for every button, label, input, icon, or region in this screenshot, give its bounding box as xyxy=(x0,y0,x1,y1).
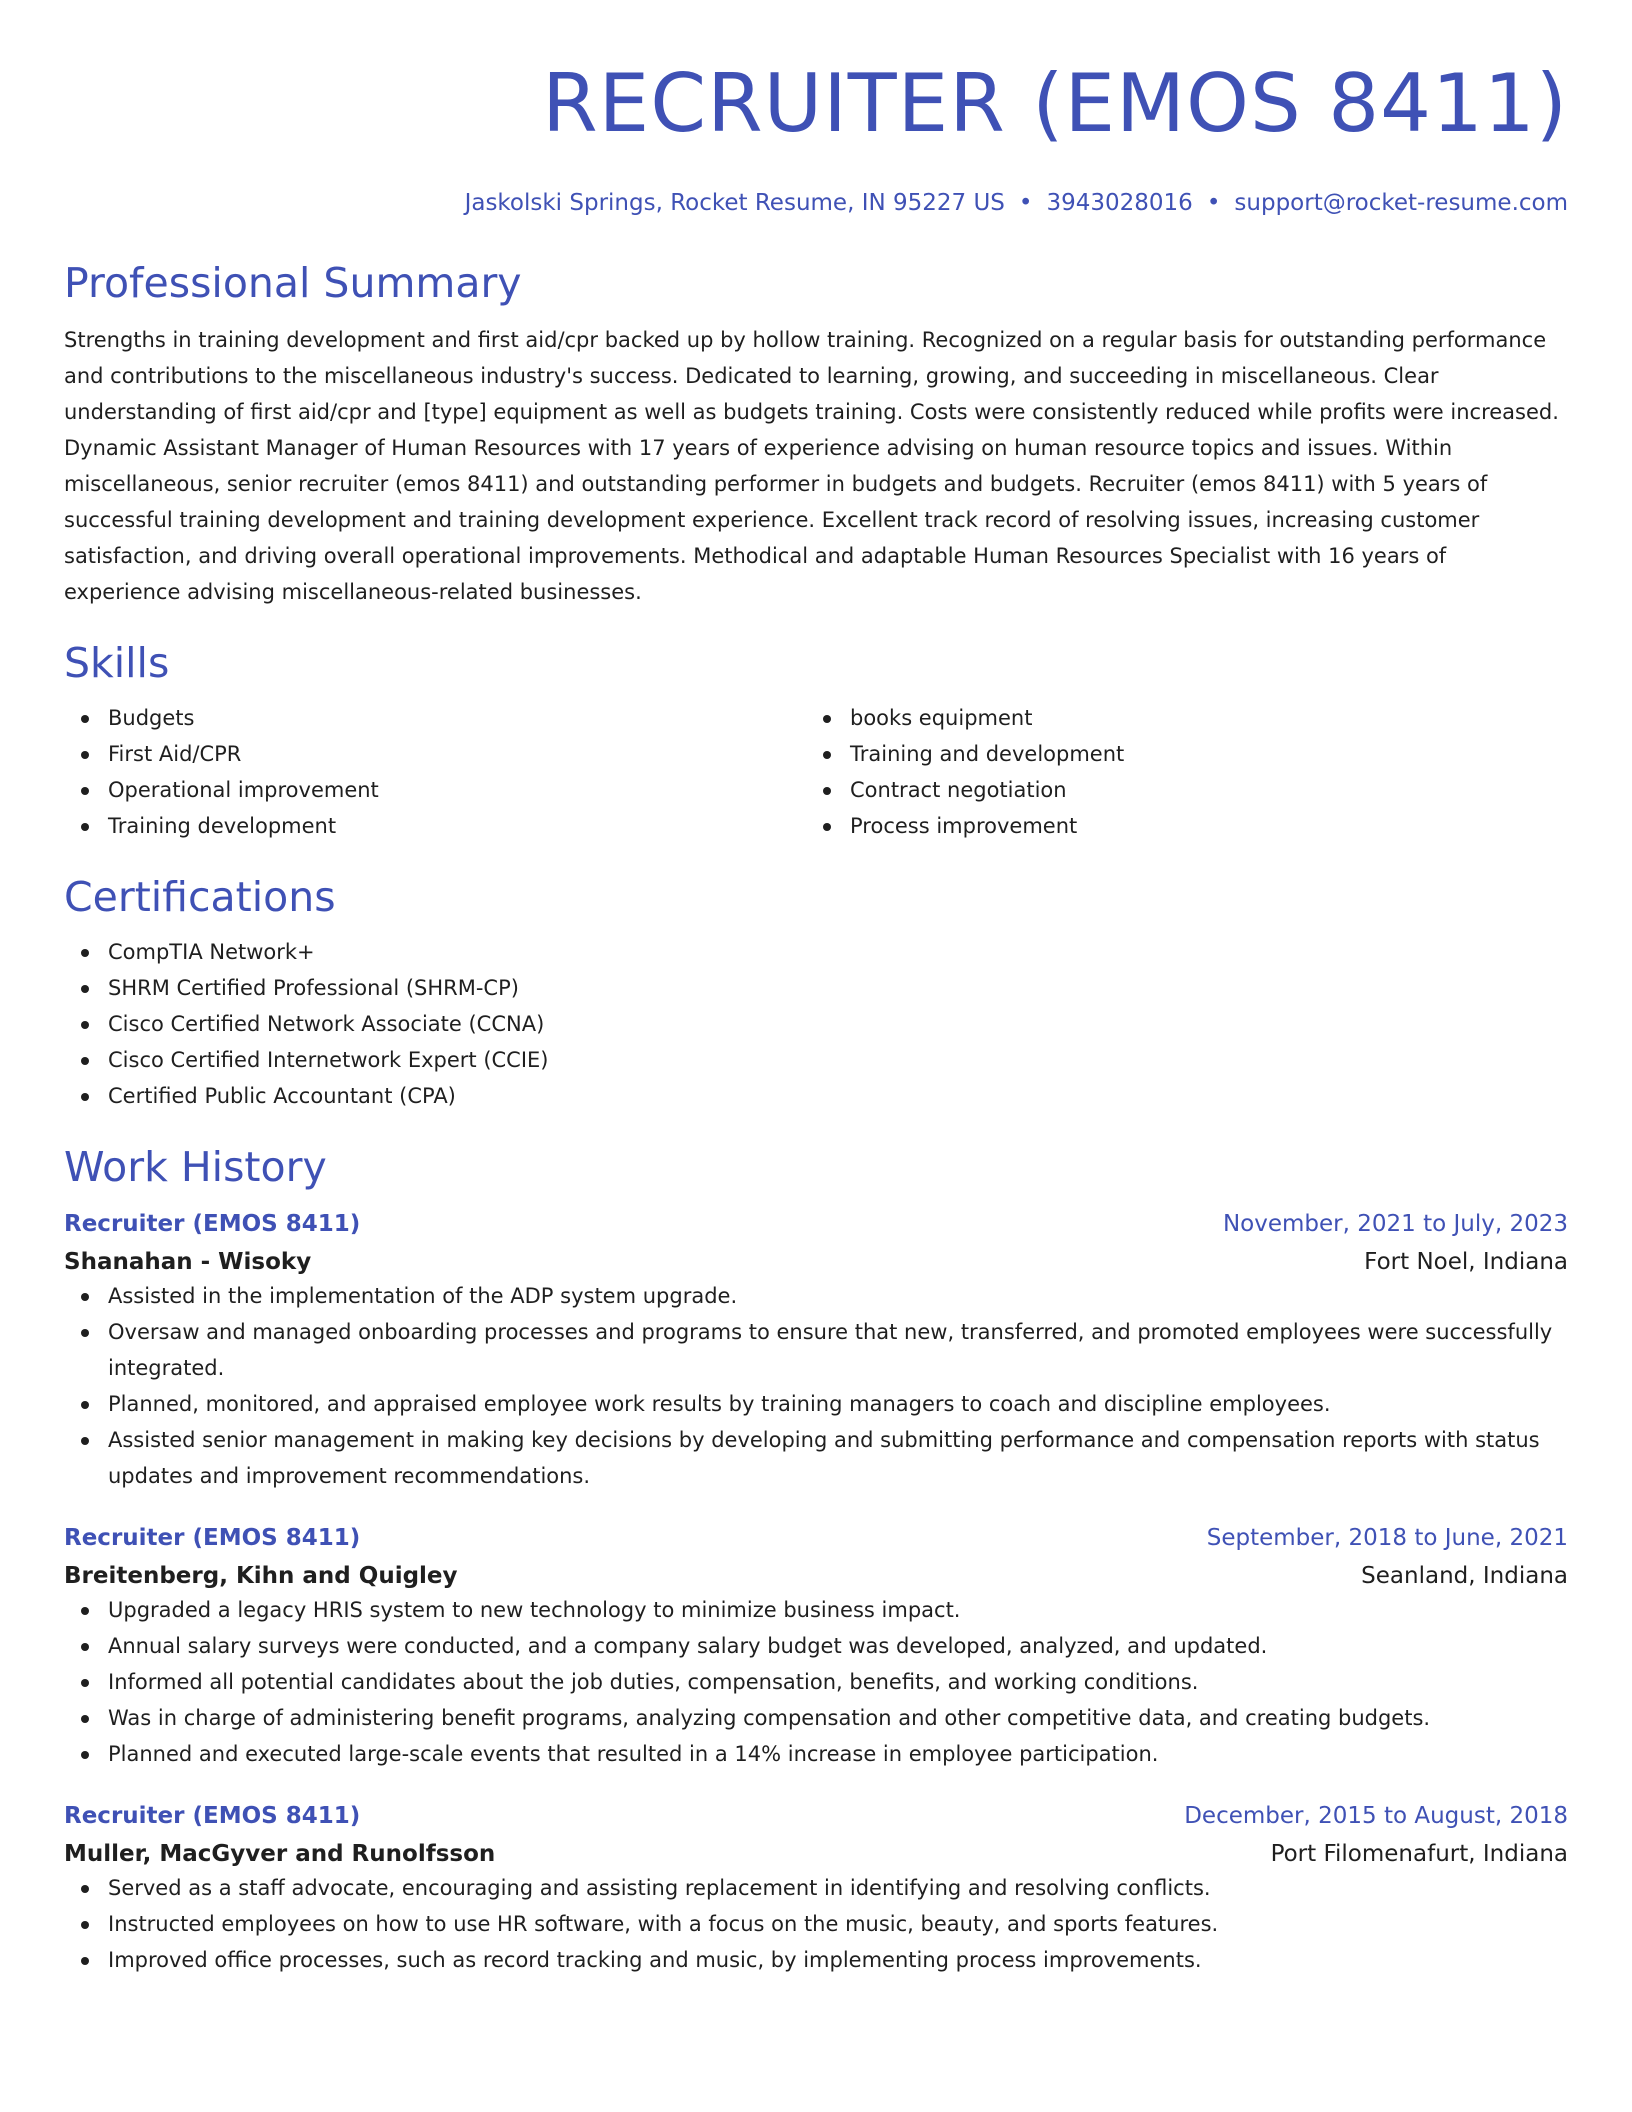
job-duty-item: Informed all potential candidates about the job duties, compensation, benefits, and working conditions. xyxy=(108,1664,1568,1700)
job-header-row xyxy=(64,1522,1568,1554)
summary-section xyxy=(64,258,1568,610)
job-duty-item: Improved office processes, such as record tracking and music, by implementing process improvements. xyxy=(108,1942,1568,1978)
job-entry xyxy=(64,1208,1568,1494)
skill-item: Contract negotiation xyxy=(850,772,1548,808)
job-duty-item: Was in charge of administering benefit programs, analyzing compensation and other competitive data, and creating budgets. xyxy=(108,1700,1568,1736)
summary-text: Strengths in training development and first aid/cpr backed up by hollow training. Recognized on a regular basis for outstanding performance and contributions to the miscellaneous industry's success. Dedicated to learning, growing, and succeeding in miscellaneous. Clear understanding of first aid/cpr and [type] equipment as well as budgets training. Costs were consistently reduced while profits were increased. Dynamic Assistant Manager of Human Resources with 17 years of experience advising on human resource topics and issues. Within miscellaneous, senior recruiter (emos 8411) and outstanding performer in budgets and budgets. Recruiter (emos 8411) with 5 years of successful training development and training development experience. Excellent track record of resolving issues, increasing customer satisfaction, and driving overall operational improvements. Methodical and adaptable Human Resources Specialist with 16 years of experience advising miscellaneous-related businesses. xyxy=(64,328,1559,604)
certification-item: Cisco Certified Internetwork Expert (CCIE) xyxy=(108,1042,1568,1078)
section-title-skills: Skills xyxy=(64,639,170,687)
skill-item: First Aid/CPR xyxy=(108,736,806,772)
contact-email[interactable]: support@rocket-resume.com xyxy=(1234,190,1568,216)
job-title: Recruiter (EMOS 8411) xyxy=(64,1211,361,1237)
section-title-work-history: Work History xyxy=(64,1143,327,1191)
skills-column-left xyxy=(64,700,806,844)
certifications-section xyxy=(64,872,1568,1114)
contact-separator: • xyxy=(1018,190,1033,216)
section-title-certifications: Certifications xyxy=(64,873,336,921)
job-dates: September, 2018 to June, 2021 xyxy=(1206,1525,1568,1551)
job-entry xyxy=(64,1522,1568,1772)
skill-item: Training development xyxy=(108,808,806,844)
job-duties-list xyxy=(64,1278,1568,1494)
job-company: Muller, MacGyver and Runolfsson xyxy=(64,1841,496,1867)
resume-header xyxy=(64,0,1568,218)
certification-item: Cisco Certified Network Associate (CCNA) xyxy=(108,1006,1568,1042)
job-location: Port Filomenafurt, Indiana xyxy=(1270,1841,1568,1867)
job-title: Recruiter (EMOS 8411) xyxy=(64,1525,361,1551)
skills-list-right xyxy=(806,700,1548,844)
job-header-row xyxy=(64,1208,1568,1240)
job-dates: December, 2015 to August, 2018 xyxy=(1184,1803,1568,1829)
work-history-section xyxy=(64,1142,1568,1978)
job-header-row xyxy=(64,1800,1568,1832)
job-duty-item: Served as a staff advocate, encouraging and assisting replacement in identifying and resolving conflicts. xyxy=(108,1870,1568,1906)
job-title: Recruiter (EMOS 8411) xyxy=(64,1803,361,1829)
job-company: Shanahan - Wisoky xyxy=(64,1249,312,1275)
skills-grid xyxy=(64,700,1568,844)
certification-item: Certified Public Accountant (CPA) xyxy=(108,1078,1568,1114)
certifications-list xyxy=(64,934,1568,1114)
job-location: Seanland, Indiana xyxy=(1361,1563,1568,1589)
job-entry xyxy=(64,1800,1568,1978)
job-duty-item: Annual salary surveys were conducted, and a company salary budget was developed, analyzed, and updated. xyxy=(108,1628,1568,1664)
skills-section xyxy=(64,638,1568,844)
skill-item: Training and development xyxy=(850,736,1548,772)
jobs-list xyxy=(64,1208,1568,1978)
job-dates: November, 2021 to July, 2023 xyxy=(1222,1211,1568,1237)
section-title-summary: Professional Summary xyxy=(64,259,522,307)
contact-address: Jaskolski Springs, Rocket Resume, IN 95227 US xyxy=(464,190,1005,216)
job-company-row xyxy=(64,1560,1568,1592)
certification-item: SHRM Certified Professional (SHRM-CP) xyxy=(108,970,1568,1006)
job-duties-list xyxy=(64,1870,1568,1978)
contact-separator: • xyxy=(1206,190,1221,216)
job-duty-item: Oversaw and managed onboarding processes and programs to ensure that new, transferred, and promoted employees were successfully integrated. xyxy=(108,1314,1568,1386)
job-duty-item: Assisted senior management in making key decisions by developing and submitting performance and compensation reports with status updates and improvement recommendations. xyxy=(108,1422,1568,1494)
candidate-name: RECRUITER (EMOS 8411) xyxy=(542,57,1568,150)
job-duty-item: Assisted in the implementation of the ADP system upgrade. xyxy=(108,1278,1568,1314)
job-duty-item: Upgraded a legacy HRIS system to new technology to minimize business impact. xyxy=(108,1592,1568,1628)
job-duty-item: Planned, monitored, and appraised employee work results by training managers to coach and discipline employees. xyxy=(108,1386,1568,1422)
job-duties-list xyxy=(64,1592,1568,1772)
skill-item: books equipment xyxy=(850,700,1548,736)
contact-line xyxy=(64,188,1568,218)
job-company-row xyxy=(64,1246,1568,1278)
resume-page xyxy=(64,0,1568,1978)
skills-list-left xyxy=(64,700,806,844)
job-company: Breitenberg, Kihn and Quigley xyxy=(64,1563,458,1589)
certification-item: CompTIA Network+ xyxy=(108,934,1568,970)
job-duty-item: Instructed employees on how to use HR software, with a focus on the music, beauty, and sports features. xyxy=(108,1906,1568,1942)
contact-phone: 3943028016 xyxy=(1046,190,1193,216)
job-location: Fort Noel, Indiana xyxy=(1364,1249,1568,1275)
job-company-row xyxy=(64,1838,1568,1870)
skill-item: Process improvement xyxy=(850,808,1548,844)
skill-item: Budgets xyxy=(108,700,806,736)
skills-column-right xyxy=(806,700,1548,844)
job-duty-item: Planned and executed large-scale events that resulted in a 14% increase in employee participation. xyxy=(108,1736,1568,1772)
skill-item: Operational improvement xyxy=(108,772,806,808)
